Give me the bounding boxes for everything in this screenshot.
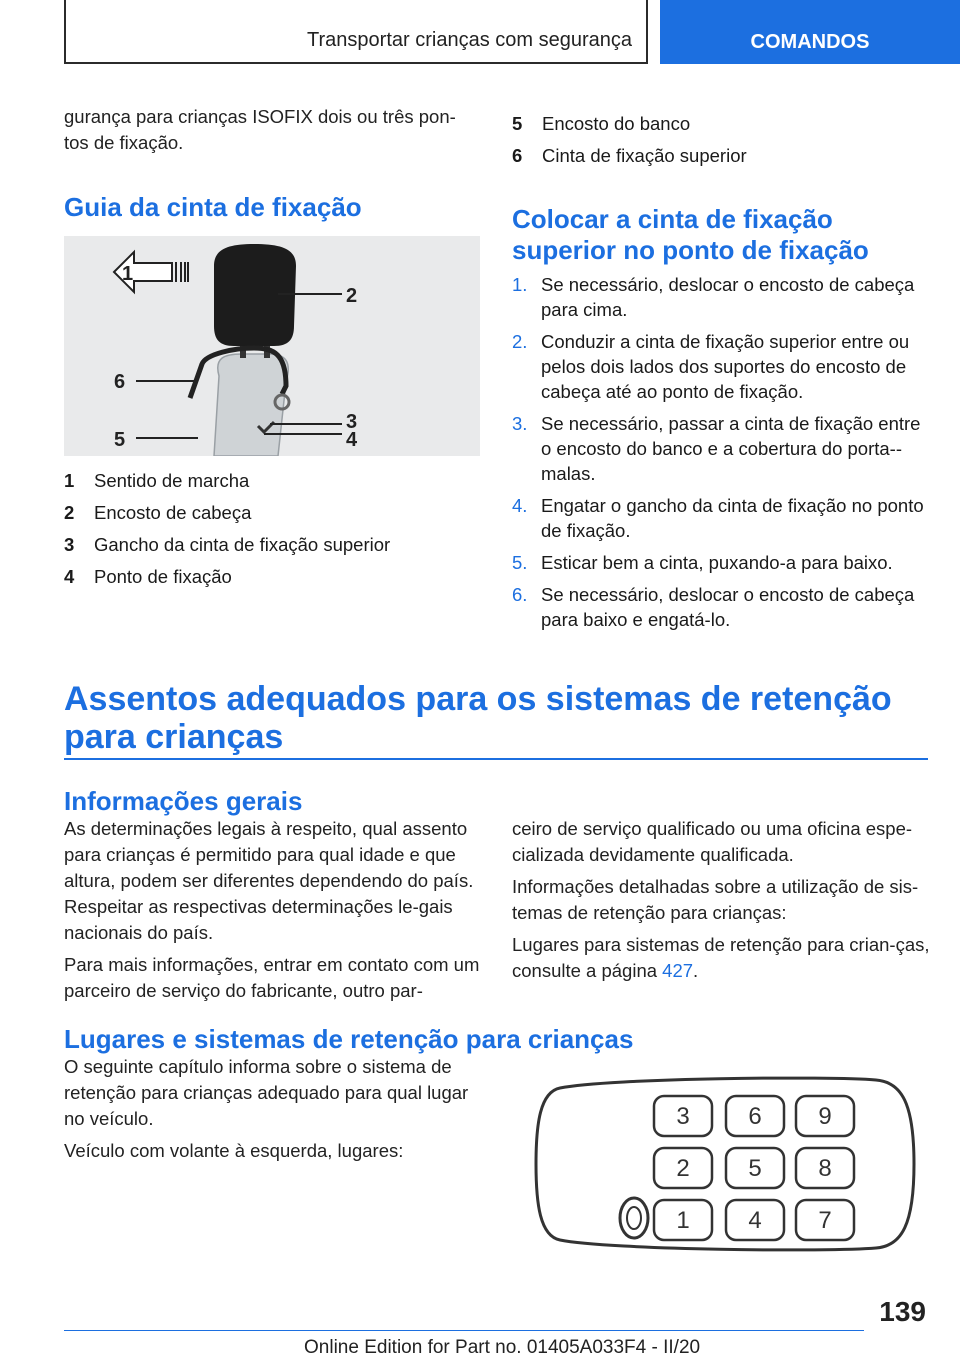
places-paragraph: O seguinte capítulo informa sobre o sistema de retenção para crianças adequado para qual lugar no veículo. bbox=[64, 1056, 469, 1129]
callout-3: 3 bbox=[346, 411, 358, 433]
callout-4: 4 bbox=[346, 429, 358, 451]
callout-6: 6 bbox=[114, 371, 126, 393]
attach-heading: Colocar a cinta de fixação superior no ponto de fixação bbox=[512, 204, 869, 265]
section-rule bbox=[64, 758, 928, 760]
general-paragraph: As determinações legais à respeito, qual assento para crianças é permitido para qual idade e que altura, podem ser diferentes dependendo do país. Respeitar as respectivas determinações le-gais nacionais do país. bbox=[64, 818, 474, 943]
places-paragraph: Veículo com volante à esquerda, lugares: bbox=[64, 1140, 404, 1161]
tether-illustration bbox=[64, 236, 480, 456]
seat-label: 3 bbox=[676, 1103, 690, 1130]
step-item: 5. Esticar bem a cinta, puxando-a para baixo. bbox=[512, 552, 893, 573]
edition-text: Online Edition for Part no. 01405A033F4 - II/20 bbox=[304, 1337, 701, 1358]
seat-label: 2 bbox=[676, 1155, 690, 1182]
places-text bbox=[64, 1054, 484, 1164]
tether-figure bbox=[64, 236, 480, 456]
seat-label: 7 bbox=[818, 1207, 832, 1234]
step-item: 1. Se necessário, deslocar o encosto de cabeça para cima. bbox=[512, 274, 915, 320]
guide-heading: Guia da cinta de fixação bbox=[64, 192, 362, 222]
legend-item: 6 Cinta de fixação superior bbox=[512, 145, 747, 166]
general-text-right bbox=[512, 816, 930, 984]
section-heading: Assentos adequados para os sistemas de retenção para crianças bbox=[64, 680, 892, 756]
section-tab bbox=[660, 0, 960, 64]
page-link[interactable]: 427 bbox=[662, 960, 694, 981]
callout-2: 2 bbox=[346, 285, 358, 307]
seat-label: 1 bbox=[676, 1207, 690, 1234]
seat-label: 5 bbox=[748, 1155, 762, 1182]
general-heading: Informações gerais bbox=[64, 786, 303, 816]
intro-text: gurança para crianças ISOFIX dois ou três pon-tos de fixação. bbox=[64, 106, 456, 153]
running-header bbox=[64, 0, 648, 64]
legend-item: 5 Encosto do banco bbox=[512, 113, 691, 134]
general-paragraph: ceiro de serviço qualificado ou uma oficina espe-cializada devidamente qualificada. bbox=[512, 818, 913, 865]
step-item: 4. Engatar o gancho da cinta de fixação no ponto de fixação. bbox=[512, 495, 924, 541]
chapter-title: Transportar crianças com segurança bbox=[307, 29, 632, 51]
general-paragraph: Informações detalhadas sobre a utilização de sis-temas de retenção para crianças: bbox=[512, 876, 919, 923]
general-paragraph: Lugares para sistemas de retenção para crian-ças, consulte a página 427. bbox=[512, 934, 930, 981]
seat-label: 4 bbox=[748, 1207, 762, 1234]
figure-legend-right bbox=[512, 108, 928, 172]
vehicle-seat-diagram bbox=[530, 1074, 934, 1254]
footer-rule bbox=[64, 1330, 864, 1331]
legend-item: 1 Sentido de marcha bbox=[64, 470, 250, 491]
section-label: COMANDOS bbox=[750, 31, 870, 53]
seat-diagram bbox=[530, 1074, 934, 1254]
step-item: 3. Se necessário, passar a cinta de fixação entre o encosto do banco e a cobertura do porta--malas. bbox=[512, 413, 921, 484]
legend-item: 3 Gancho da cinta de fixação superior bbox=[64, 534, 391, 555]
general-paragraph: Para mais informações, entrar em contato com um parceiro de serviço do fabricante, outro par- bbox=[64, 954, 480, 1001]
seat-label: 9 bbox=[818, 1103, 832, 1130]
page-number: 139 bbox=[879, 1296, 926, 1327]
places-heading: Lugares e sistemas de retenção para crianças bbox=[64, 1024, 634, 1054]
figure-legend-left bbox=[64, 465, 474, 593]
seat-label: 6 bbox=[748, 1103, 762, 1130]
seat-label: 8 bbox=[818, 1155, 832, 1182]
step-item: 6. Se necessário, deslocar o encosto de cabeça para baixo e engatá-lo. bbox=[512, 584, 915, 630]
legend-item: 2 Encosto de cabeça bbox=[64, 502, 252, 523]
general-text-left bbox=[64, 816, 482, 1004]
attach-steps bbox=[512, 272, 932, 639]
callout-1: 1 bbox=[122, 263, 134, 285]
step-item: 2. Conduzir a cinta de fixação superior entre ou pelos dois lados dos suportes do encosto de cabeça até ao ponto de fixação. bbox=[512, 331, 910, 402]
callout-5: 5 bbox=[114, 429, 126, 451]
legend-item: 4 Ponto de fixação bbox=[64, 566, 232, 587]
